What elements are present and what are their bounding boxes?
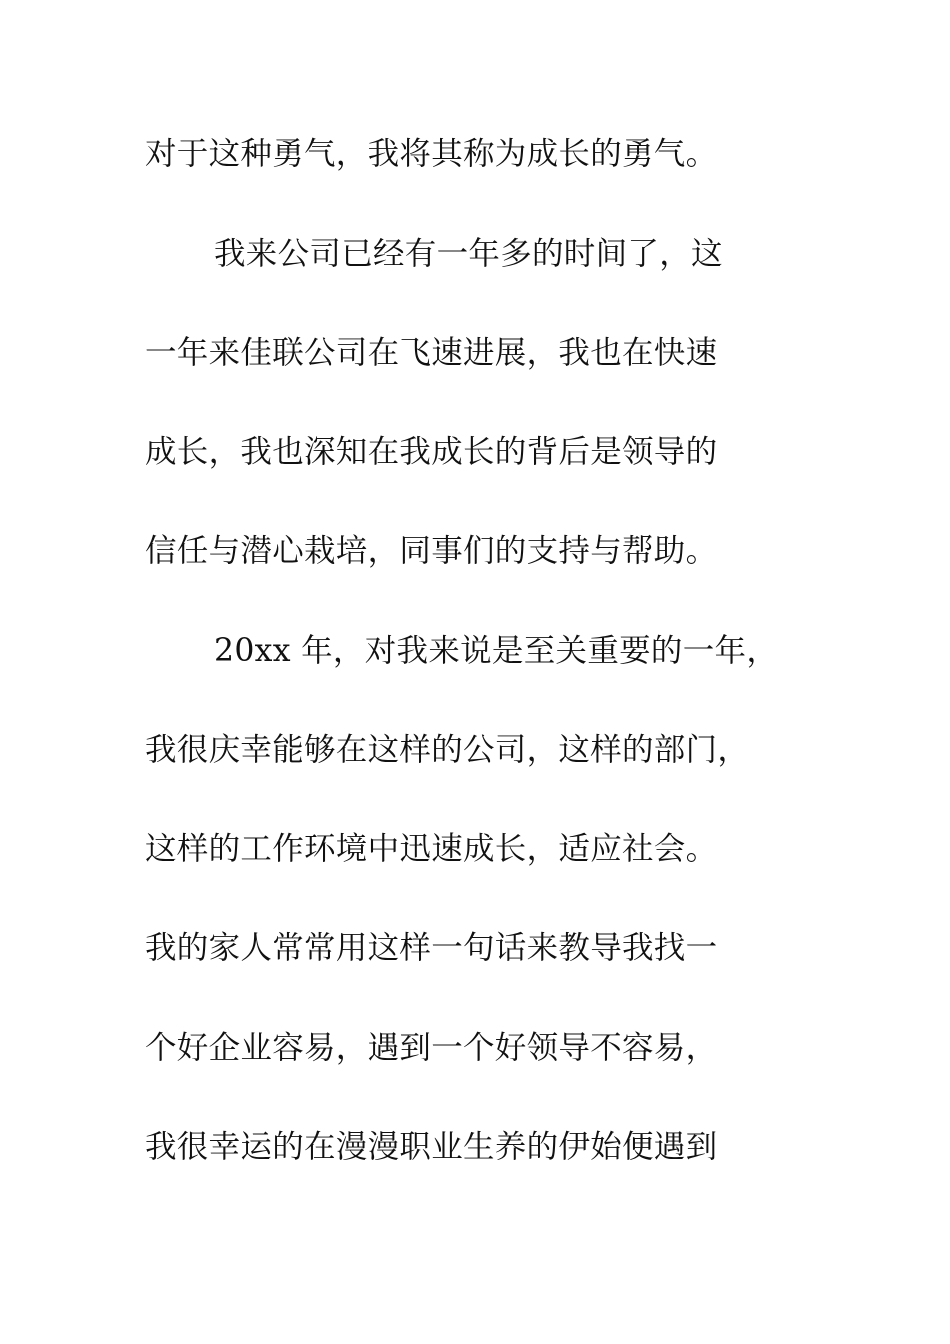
text-line: 对于这种勇气，我将其称为成长的勇气。 [145,136,718,172]
text-line: 我很幸运的在漫漫职业生养的伊始便遇到 [145,1129,718,1165]
text-line: 成长，我也深知在我成长的背后是领导的 [145,434,718,470]
paragraph-start-line: 20xx 年，对我来说是至关重要的一年， [214,633,779,669]
text-line: 一年来佳联公司在飞速进展，我也在快速 [145,335,718,371]
text-line: 我的家人常常用这样一句话来教导我找一 [145,930,718,966]
paragraph-start-line: 我来公司已经有一年多的时间了，这 [214,236,723,272]
text-line: 信任与潜心栽培，同事们的支持与帮助。 [145,533,718,569]
text-line: 这样的工作环境中迅速成长，适应社会。 [145,831,718,867]
text-line: 个好企业容易，遇到一个好领导不容易， [145,1030,718,1066]
text-line: 我很庆幸能够在这样的公司，这样的部门， [145,732,750,768]
